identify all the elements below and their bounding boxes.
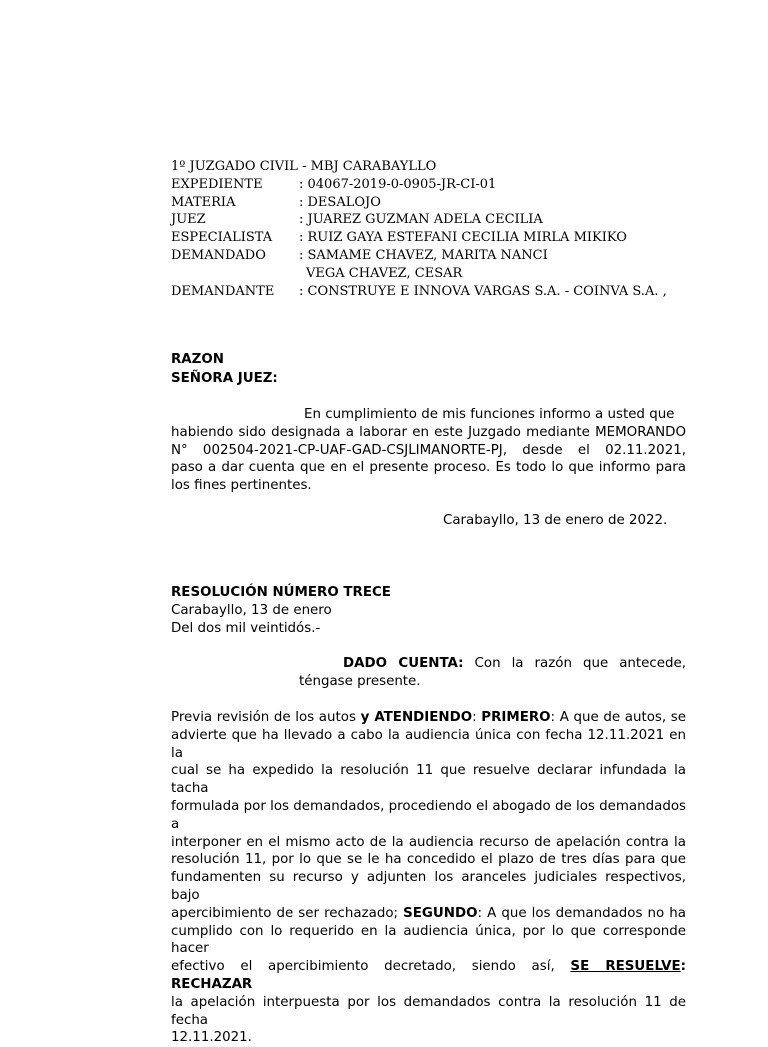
body-line: interponer en el mismo acto de la audiencia recurso de apelación contra la xyxy=(171,834,686,850)
header-row-demandado xyxy=(171,247,731,265)
header-label: JUEZ xyxy=(171,212,206,228)
dado-cuenta-label: DADO CUENTA: xyxy=(343,656,464,671)
header-value: : RUIZ GAYA ESTEFANI CECILIA MIRLA MIKIKO xyxy=(299,230,627,246)
paragraph-line: En cumplimiento de mis funciones informo a usted que xyxy=(304,407,675,422)
body-line xyxy=(171,709,686,727)
body-line xyxy=(171,905,686,923)
header-label: ESPECIALISTA xyxy=(171,230,273,246)
body-line: advierte que ha llevado a cabo la audiencia única con fecha 12.11.2021 en la xyxy=(171,727,686,761)
court-name: 1º JUZGADO CIVIL - MBJ CARABAYLLO xyxy=(171,159,437,174)
dado-cuenta xyxy=(343,655,686,673)
dado-cuenta-line xyxy=(343,655,686,673)
header-label: DEMANDADO xyxy=(171,247,266,263)
header-label: DEMANDANTE xyxy=(171,283,275,299)
header-label: EXPEDIENTE xyxy=(171,176,263,192)
paragraph-line: los fines pertinentes. xyxy=(171,478,312,494)
body-text: : xyxy=(472,710,482,725)
body-text: : A que los demandados no ha xyxy=(477,905,686,921)
dado-cuenta-line2: téngase presente. xyxy=(299,674,421,689)
body-text: : A que de autos, se xyxy=(550,710,686,725)
header-value: : CONSTRUYE E INNOVA VARGAS S.A. - COINVA S.A. , xyxy=(299,283,667,299)
body-text: apercibimiento de ser rechazado; xyxy=(171,905,404,921)
body-line: 12.11.2021. xyxy=(171,1030,252,1046)
header-row-demandante xyxy=(171,283,731,301)
body-line: formulada por los demandados, procediendo el abogado de los demandados a xyxy=(171,798,686,832)
body-line xyxy=(171,958,686,994)
resolution-year: Del dos mil veintidós.- xyxy=(171,621,321,636)
header-label: MATERIA xyxy=(171,194,236,210)
dado-cuenta-text: Con la razón que antecede, xyxy=(463,656,686,671)
resolution-title: RESOLUCIÓN NÚMERO TRECE xyxy=(171,585,391,600)
razon-paragraph xyxy=(171,406,686,495)
se-resuelve-label: SE RESUELVE xyxy=(570,959,681,975)
segundo-label: SEGUNDO xyxy=(403,905,478,921)
header-value: : 04067-2019-0-0905-JR-CI-01 xyxy=(299,176,497,192)
header-demandado-second: VEGA CHAVEZ, CESAR xyxy=(306,265,463,281)
body-line: fundamenten su recurso y adjunten los aranceles judiciales respectivos, bajo xyxy=(171,870,686,903)
paragraph-line: habiendo sido designada a laborar en este Juzgado mediante MEMORANDO xyxy=(171,424,686,440)
resolution-place-date: Carabayllo, 13 de enero xyxy=(171,603,332,618)
resolution-body xyxy=(171,709,686,1047)
header-row-juez xyxy=(171,211,731,229)
body-line: la apelación interpuesta por los demandados contra la resolución 11 de fecha xyxy=(171,994,686,1028)
body-text: efectivo el apercibimiento decretado, siendo así, xyxy=(171,959,571,975)
razon-title: RAZON xyxy=(171,352,224,367)
header-value: : DESALOJO xyxy=(299,194,381,210)
body-line: cual se ha expedido la resolución 11 que resuelve declarar infundada la tacha xyxy=(171,763,686,797)
primero-label: PRIMERO xyxy=(481,710,551,725)
body-text: Previa revisión de los autos xyxy=(171,710,361,725)
header-row-especialista xyxy=(171,229,731,247)
razon-date: Carabayllo, 13 de enero de 2022. xyxy=(443,513,668,528)
header-row-expediente xyxy=(171,176,731,194)
header-value: : SAMAME CHAVEZ, MARITA NANCI xyxy=(299,247,548,263)
paragraph-line: N° 002504-2021-CP-UAF-GAD-CSJLIMANORTE-PJ, desde el 02.11.2021, xyxy=(171,442,686,458)
body-bold-text: y ATENDIENDO xyxy=(360,710,473,725)
razon-salutation: SEÑORA JUEZ: xyxy=(171,371,278,386)
body-line: resolución 11, por lo que se le ha concedido el plazo de tres días para que xyxy=(171,852,686,868)
header-value: : JUAREZ GUZMAN ADELA CECILIA xyxy=(299,212,543,228)
header-row-materia xyxy=(171,194,731,212)
body-line: cumplido con lo requerido en la audiencia única, por lo que corresponde hacer xyxy=(171,923,686,957)
paragraph-line: paso a dar cuenta que en el presente proceso. Es todo lo que informo para xyxy=(171,460,686,476)
rechazar-label: : RECHAZAR xyxy=(171,959,686,992)
case-header xyxy=(171,158,731,300)
